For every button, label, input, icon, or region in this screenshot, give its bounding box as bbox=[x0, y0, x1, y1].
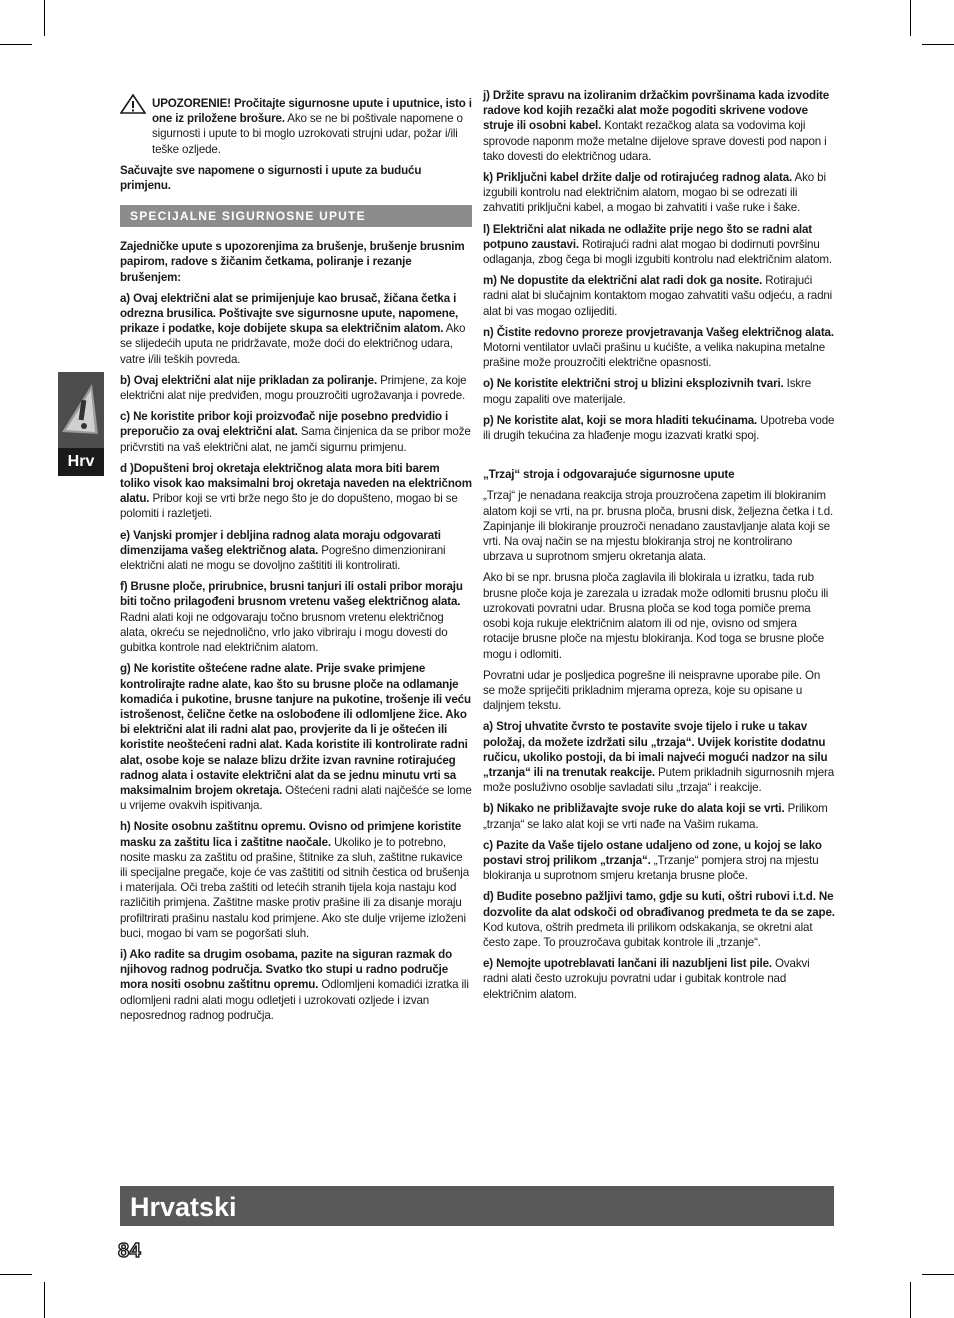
list-item: n) Čistite redovno proreze provjetravanja Vašeg električnog alata. Motorni ventilator uvlači prašinu u kućište, a velika nakupina metalne prašine može prouzročiti električne opasnosti. bbox=[483, 325, 834, 370]
list-item: i) Ako radite sa drugim osobama, pazite na siguran razmak do njihovog radnog područja. Svatko tko stupi u radno područje mora nositi osobnu zaštitnu opremu. Odlomljeni komadići izratka ili odlomljeni radni alati mogu odletjeti i uzrokovati ozljede i izvan neposrednog radnog područja. bbox=[120, 947, 469, 1022]
warning-icon bbox=[58, 372, 104, 448]
list-item: d )Dopušteni broj okretaja električnog alata mora biti barem toliko visok kao maksimalni broj okretaja naveden na električnom alatu. Pribor koji se vrti brže nego što je do dopušteno, mogao bi se polomiti i razletjeti. bbox=[120, 461, 472, 521]
kickback-paragraph: Povratni udar je posljedica pogrešne ili neispravne uporabe pile. On se može spriječiti prikladnim mjerama opreza, koje su opisane u daljnjem tekstu. bbox=[483, 668, 821, 713]
list-item: p) Ne koristite alat, koji se mora hladiti tekućinama. Upotreba vode ili drugih tekućina za hlađenje mogu izazvati kratki spoj. bbox=[483, 413, 835, 443]
language-code: Hrv bbox=[58, 448, 104, 476]
list-item: e) Nemojte upotreblavati lančani ili nazubljeni list pile. Ovakvi radni alati često uzrokuju povratni udar i gubitak kontrole nad električnim alatom. bbox=[483, 957, 810, 1001]
list-item: k) Priključni kabel držite dalje od rotirajućeg radnog alata. Ako bi izgubili kontrolu nad električnim alatom, mogao bi se odrezati ili zahvatiti priključni kabel, a mogao bi zahvatiti i vaše ruke i šake. bbox=[483, 171, 826, 215]
crop-mark bbox=[910, 1282, 911, 1318]
crop-mark bbox=[910, 0, 911, 36]
warning-text: Ako se ne bi poštivale napomene o sigurnosti i upute to bi moglo uzrokovati strujni udar, požar i/ili teške ozljede. bbox=[152, 112, 463, 156]
list-item: j) Držite spravu na izoliranim držačkim površinama kada izvodite radove kod kojih rezački alat može pogoditi skrivene vodove struje ili osobni kabel. Kontakt rezačkog alata sa vodovima koji sprovode naponm može metalne dijelove sprave dovesti pod napon i tako dovesti do električnog udara. bbox=[483, 89, 830, 163]
footer-section-title: Hrvatski bbox=[130, 1192, 237, 1222]
crop-mark bbox=[44, 0, 45, 36]
warning-bold: UPOZORENIE! Pročitajte sigurnosne upute i uputnice, isto i one iz priložene brošure. bbox=[152, 97, 472, 126]
list-item: m) Ne dopustite da električni alat radi dok ga nosite. Rotirajući radni alat bi slučajnim kontaktom mogao zahvatiti vašu odjeću, a radni alat bi vas mogao ozlijediti. bbox=[483, 274, 833, 318]
list-item: b) Nikako ne približavajte svoje ruke do alata koji se vrti. Prilikom „trzanja“ se lako alat koji se vrti nađe na Vašim rukama. bbox=[483, 802, 828, 831]
language-tab bbox=[58, 372, 104, 476]
list-item: f) Brusne ploče, prirubnice, brusni tanjuri ili ostali pribor moraju biti točno prilagođeni brusnom vretenu vašeg električnog alata. Radni alati koji ne odgovaraju točno brusnom vretenu električnog alata, okreću se nejednolično, vrlo jako vibriraju i mogu dovesti do gubitka kontrole nad električnim alatom. bbox=[120, 580, 463, 655]
footer-section-bar bbox=[120, 1186, 834, 1226]
crop-mark bbox=[922, 44, 954, 45]
kickback-paragraph: „Trzaj“ je nenadana reakcija stroja prouzročena zapetim ili blokiranim alatom koji se vrti, na pr. brusna ploča, brusni disk, željezna četka i t.d. Zapinjanje ili blokiranje prouzroči nenadano zaustavljanje alata koji se vrti. Na ovaj način se na mjestu blokiranja stroj ne kontrolirano ubrzava u suprotnom smjeru okretanja alata. bbox=[483, 489, 834, 564]
list-item: l) Električni alat nikada ne odlažite prije nego što se radni alat potpuno zaustavi. Rotirajući radni alat mogao bi dodirnuti površinu odlaganja, zbog čega bi mogli izgubiti kontrolu nad električnim alatom. bbox=[483, 222, 832, 267]
list-item: c) Ne koristite pribor koji proizvođač nije posebno predvidio i preporučio za ovaj električni alat. Sama činjenica da se pribor može pričvrstiti na vaš električni alat, ne jamči sigurnu primjenu. bbox=[120, 410, 471, 454]
right-column bbox=[483, 88, 835, 1008]
warning-paragraph bbox=[120, 96, 472, 157]
list-item: g) Ne koristite oštećene radne alate. Prije svake primjene kontrolirajte radne alate, kao što su brusne ploče na odlamanje komadića i pukotine, brusne tanjure na pukotine, trošenje ili veću istrošenost, čelične četke na oslobođene ili odlomljene žice. Ako bi električni alat ili radni alat pao, provjerite da li je oštećen ili koristite neoštećeni radni alat. Kada koristite ili kontrolirate radni alat, osobe koje se nalaze blizu držite izvan ravnine rotirajućeg radnog alata i ostavite električni alat da se jednu minutu vrti sa maksimalnim brojem okretaja. Oštećeni radni alati najčešće se lome u vrijeme ovakvih ispitivanja. bbox=[120, 662, 472, 813]
kickback-title: „Trzaj“ stroja i odgovarajuće sigurnosne upute bbox=[483, 468, 735, 482]
list-item: d) Budite posebno pažljivi tamo, gdje su kuti, oštri rubovi i.t.d. Ne dozvolite da alat odskoči od obrađivanog predmeta te da se zape. Kod kutova, oštrih predmeta ili prilikom odskakanja, se okretni alat često zape. To prouzročava gubitak kontrole ili „trzanje“. bbox=[483, 890, 835, 949]
save-note: Sačuvajte sve napomene o sigurnosti i upute za buduću primjenu. bbox=[120, 163, 422, 193]
crop-mark bbox=[0, 1274, 32, 1275]
kickback-paragraph: Ako bi se npr. brusna ploča zaglavila ili blokirala u izratku, tada rub brusne ploče koja je zarezala u izradak može odlomiti brusnu ploču ili uzrokovati povratni udar. Brusna ploča se kod toga pomiče prema osobi koja rukuje električnim alatom ili od nje, ovisno od smjera rotacije brusne ploče na mjestu blokiranja. Kod toga se brusne ploče mogu i odlomiti. bbox=[483, 571, 829, 661]
crop-mark bbox=[922, 1274, 954, 1275]
list-item: a) Ovaj električni alat se primijenjuje kao brusač, žičana četka i odrezna brusilica. Poštivajte sve sigurnosne upute, napomene, prikaze i podatke, koje dobijete skupa sa električnim alatom. Ako se slijedećih uputa ne pridržavate, može doći do električnog udara, vatre i/ili teških povreda. bbox=[120, 291, 466, 366]
crop-mark bbox=[44, 1282, 45, 1318]
left-column bbox=[120, 88, 472, 1029]
list-item: o) Ne koristite električni stroj u blizini eksplozivnih tvari. Iskre mogu zapaliti ove materijale. bbox=[483, 377, 812, 406]
warning-triangle-icon bbox=[120, 94, 146, 114]
list-item: a) Stroj uhvatite čvrsto te postavite svoje tijelo i ruke u takav položaj, da možete izdržati silu „trzaja“. Uvijek koristite dodatnu ručicu, ukoliko postoji, da bi imali najveći mogući nadzor na silu „trzanja“ ili na trenutak reakcije. Putem prikladnih sigurnosnih mjera može posluživno osoblje savladati silu „trzaja“ i reakcije. bbox=[483, 720, 835, 795]
section-header: SPECIJALNE SIGURNOSNE UPUTE bbox=[120, 205, 472, 227]
list-item: h) Nosite osobnu zaštitnu opremu. Ovisno od primjene koristite masku za zaštitu lica i zaštitne naočale. Ukoliko je to potrebno, nosite masku za zaštitu od prašine, štitnike za sluh, zaštitne rukavice ili specijalne pregače, koje će vas zaštititi od sitnih čestica od brušenja i materijala. Oči treba zaštiti od letećih stranih tijela koja nastaju kod različitih primjena. Zaštitne maske protiv prašine ili za disanje moraju profiltrirati prašinu nastalu kod primjene. Ako ste dulje vrijeme izloženi buci, mogao bi vam se pogoršati sluh. bbox=[120, 820, 469, 940]
list-item: e) Vanjski promjer i debljina radnog alata moraju odgovarati dimenzijama vašeg električnog alata. Pogrešno dimenzionirani električni alati ne mogu se dovoljno zaštititi ili kontrolirati. bbox=[120, 528, 446, 573]
list-item: c) Pazite da Vaše tijelo ostane udaljeno od zone, u kojoj se lako postavi stroj prilikom „trzanja“. „Trzanje“ pomjera stroj na mjestu blokiranja u suprotnom smjeru kretanja brusne ploče. bbox=[483, 838, 822, 883]
intro-paragraph: Zajedničke upute s upozorenjima za brušenje, brušenje brusnim papirom, radove s žičanim četkama, poliranje i rezanje brušenjem: bbox=[120, 240, 465, 284]
page-number: 84 bbox=[118, 1240, 142, 1262]
list-item: b) Ovaj električni alat nije prikladan za poliranje. Primjene, za koje električni alat nije predviđen, mogu prouzročiti ugrožavanja i povrede. bbox=[120, 373, 467, 403]
crop-mark bbox=[0, 44, 32, 45]
